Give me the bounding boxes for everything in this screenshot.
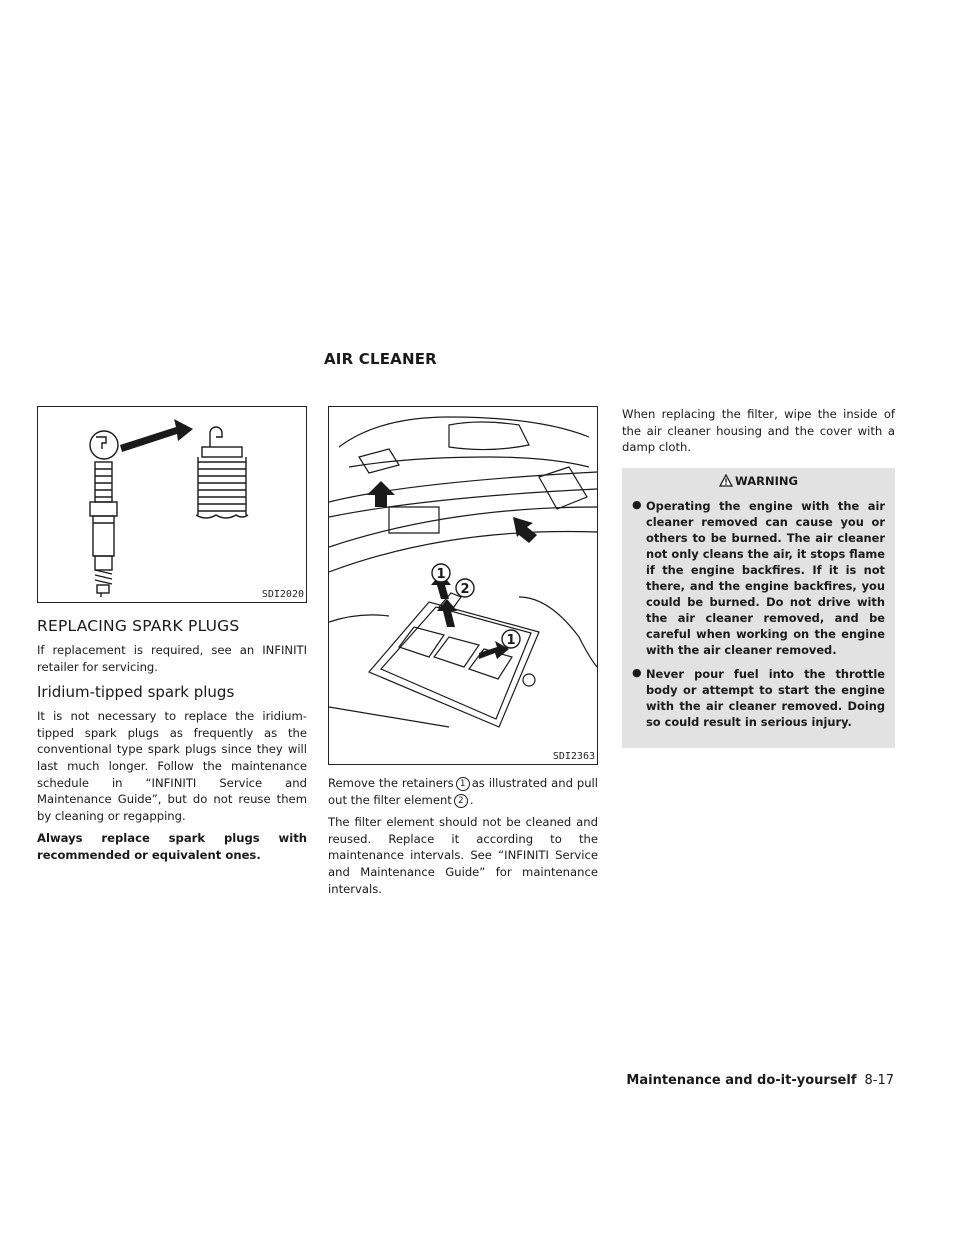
warning-item — [632, 666, 885, 730]
figure-code: SDI2020 — [261, 589, 304, 600]
warning-icon — [719, 474, 733, 490]
engine-bay-illustration — [329, 407, 597, 764]
text-fragment: Remove the retainers — [328, 776, 454, 790]
spark-plug-illustration — [38, 407, 306, 602]
paragraph: When replacing the filter, wipe the inside of the air cleaner housing and the cover with a damp cloth. — [622, 407, 895, 455]
page-number: 8-17 — [864, 1073, 894, 1088]
circled-number-1: 1 — [456, 777, 470, 791]
bullet-icon: ● — [632, 665, 642, 679]
paragraph: It is not necessary to replace the iridium-tipped spark plugs as frequently as the conventional type spark plugs since they will last much longer. Follow the maintenance schedule in “INFINITI Service and Maintenance Guide”, but do not reuse them by cleaning or regapping. — [37, 709, 307, 823]
warning-header — [632, 474, 885, 490]
chapter-title: Maintenance and do-it-yourself — [626, 1073, 857, 1088]
bullet-icon: ● — [632, 497, 642, 511]
callout-1-lower: 1 — [506, 633, 516, 648]
column-air-cleaner-removal — [328, 406, 598, 903]
paragraph-remove-retainers — [328, 775, 598, 808]
callout-1-upper: 1 — [436, 567, 446, 582]
text-fragment: as illustrated and pull out the filter element — [328, 776, 599, 807]
heading-replacing-spark-plugs: REPLACING SPARK PLUGS — [37, 617, 240, 635]
section-title: AIR CLEANER — [324, 350, 437, 368]
warning-box — [622, 468, 895, 748]
spark-plug-figure — [37, 406, 307, 603]
paragraph-bold: Always replace spark plugs with recommended or equivalent ones. — [37, 831, 307, 862]
subheading-iridium: Iridium-tipped spark plugs — [37, 683, 235, 702]
warning-item — [632, 498, 885, 658]
figure-code: SDI2363 — [552, 751, 595, 762]
circled-number-2: 2 — [454, 794, 468, 808]
warning-title: WARNING — [735, 473, 798, 488]
paragraph: The filter element should not be cleaned and reused. Replace it according to the maintenance intervals. See “INFINITI Service and Maintenance Guide” for maintenance intervals. — [328, 815, 598, 896]
text-fragment: . — [469, 792, 474, 807]
callout-2: 2 — [460, 582, 470, 597]
paragraph: If replacement is required, see an INFINITI retailer for servicing. — [37, 643, 307, 674]
column-spark-plugs — [37, 406, 307, 870]
page-footer — [626, 1073, 894, 1088]
warning-text: Operating the engine with the air cleaner removed can cause you or others to be burned. The air cleaner not only cleans the air, it stops flame if the engine backfires. If it is not there, and the engine backfires, you could be burned. Do not drive with the air cleaner removed, and be careful when working on the engine with the air cleaner removed. — [646, 498, 885, 657]
warning-text: Never pour fuel into the throttle body or attempt to start the engine with the air cleaner removed. Doing so could result in serious injury. — [646, 666, 885, 729]
air-cleaner-figure — [328, 406, 598, 765]
column-air-cleaner-warning — [622, 406, 895, 748]
